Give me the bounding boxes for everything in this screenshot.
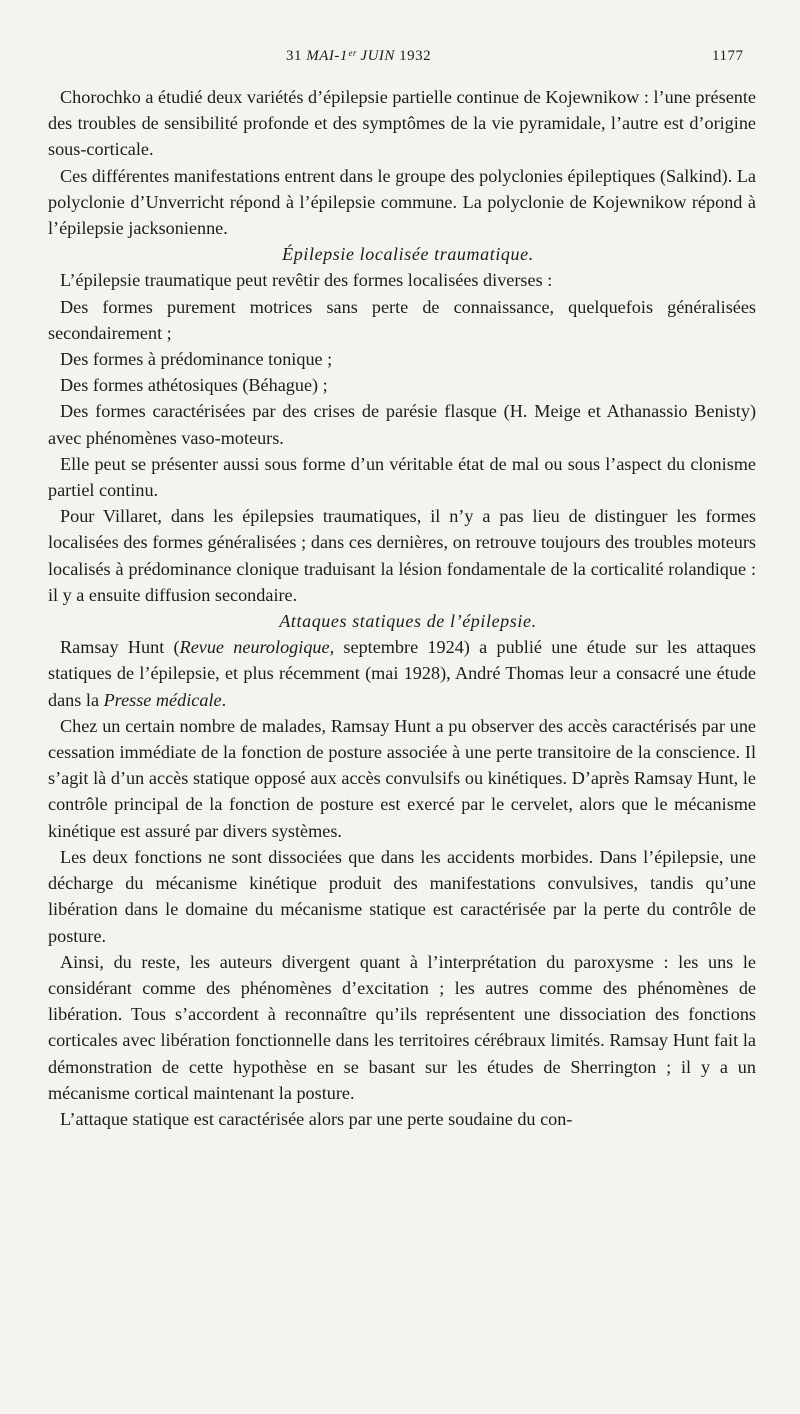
paragraph: L’épilepsie traumatique peut revêtir des formes localisées diverses : (60, 270, 553, 291)
list-item: Des formes athétosiques (Béhague) ; (60, 375, 328, 396)
paragraph: Elle peut se présenter aussi sous forme d’un véritable état de mal ou sous l’aspect du clonisme partiel continu. (48, 453, 756, 501)
section-heading-static-attacks: Attaques statiques de l’épilepsie. (279, 611, 537, 632)
paragraph: Les deux fonctions ne sont dissociées que dans les accidents morbides. Dans l’épilepsie, une décharge du mécanisme kinétique produit des manifestations convulsives, tandis qu’une libération dans le domaine du mécanisme statique est caractérisée par la perte du contrôle de posture. (48, 846, 756, 946)
paragraph: Ramsay Hunt (Revue neurologique, septembre 1924) a publié une étude sur les attaques statiques de l’épilepsie, et plus récemment (mai 1928), André Thomas leur a consacré une étude dans la Presse médicale. (48, 637, 756, 710)
list-item: Des formes purement motrices sans perte de connaissance, quelquefois généralisées secondairement ; (48, 296, 756, 343)
journal-title: Presse médicale (103, 689, 222, 710)
issue-date: 31 MAI-1ᵉʳ JUIN 1932 (286, 48, 432, 64)
list-item: Des formes caractérisées par des crises de parésie flasque (H. Meige et Athanassio Benisty) avec phénomènes vaso-moteurs. (48, 401, 756, 448)
paragraph: L’attaque statique est caractérisée alors par une perte soudaine du con- (60, 1108, 573, 1129)
paragraph: Chez un certain nombre de malades, Ramsay Hunt a pu observer des accès caractérisés par une cessation immédiate de la fonction de posture associée à une perte transitoire de la conscience. Il s’agit là d’un accès statique opposé aux accès convulsifs ou kinétiques. D’après Ramsay Hunt, le contrôle principal de la fonction de posture est exercé par le cervelet, alors que le mécanisme kinétique est assuré par divers systèmes. (48, 715, 756, 841)
paragraph: Pour Villaret, dans les épilepsies traumatiques, il n’y a pas lieu de distinguer les formes localisées des formes généralisées ; dans ces dernières, on retrouve toujours des troubles moteurs localisés à prédominance clonique traduisant la lésion fondamentale de la corticalité rolandique : il y a ensuite diffusion secondaire. (48, 506, 756, 605)
body-text (48, 84, 756, 1132)
paragraph: Ces différentes manifestations entrent dans le groupe des polyclonies épileptiques (Salkind). La polyclonie d’Unverricht répond à l’épilepsie commune. La polyclonie de Kojewnikow répond à l’épilepsie jacksonienne. (48, 165, 756, 239)
paragraph: Ainsi, du reste, les auteurs divergent quant à l’interprétation du paroxysme : les uns le considérant comme des phénomènes d’excitation ; les autres comme des phénomènes de libération. Tous s’accordent à reconnaître qu’ils représentent une dissociation des fonctions corticales avec libération fonctionnelle dans les territoires cérébraux limités. Ramsay Hunt fait la démonstration de cette hypothèse en se basant sur les études de Sherrington ; il y a un mécanisme cortical maintenant la posture. (48, 951, 756, 1103)
section-heading-traumatic-epilepsy: Épilepsie localisée traumatique. (282, 244, 534, 265)
running-header (0, 48, 800, 70)
journal-title: Revue neurologique (179, 637, 330, 658)
page-number: 1177 (712, 48, 744, 64)
list-item: Des formes à prédominance tonique ; (60, 349, 333, 370)
paragraph: Chorochko a étudié deux variétés d’épilepsie partielle continue de Kojewnikow : l’une présente des troubles de sensibilité profonde et des symptômes de la vie pyramidale, l’autre est d’origine sous-corticale. (48, 87, 756, 160)
